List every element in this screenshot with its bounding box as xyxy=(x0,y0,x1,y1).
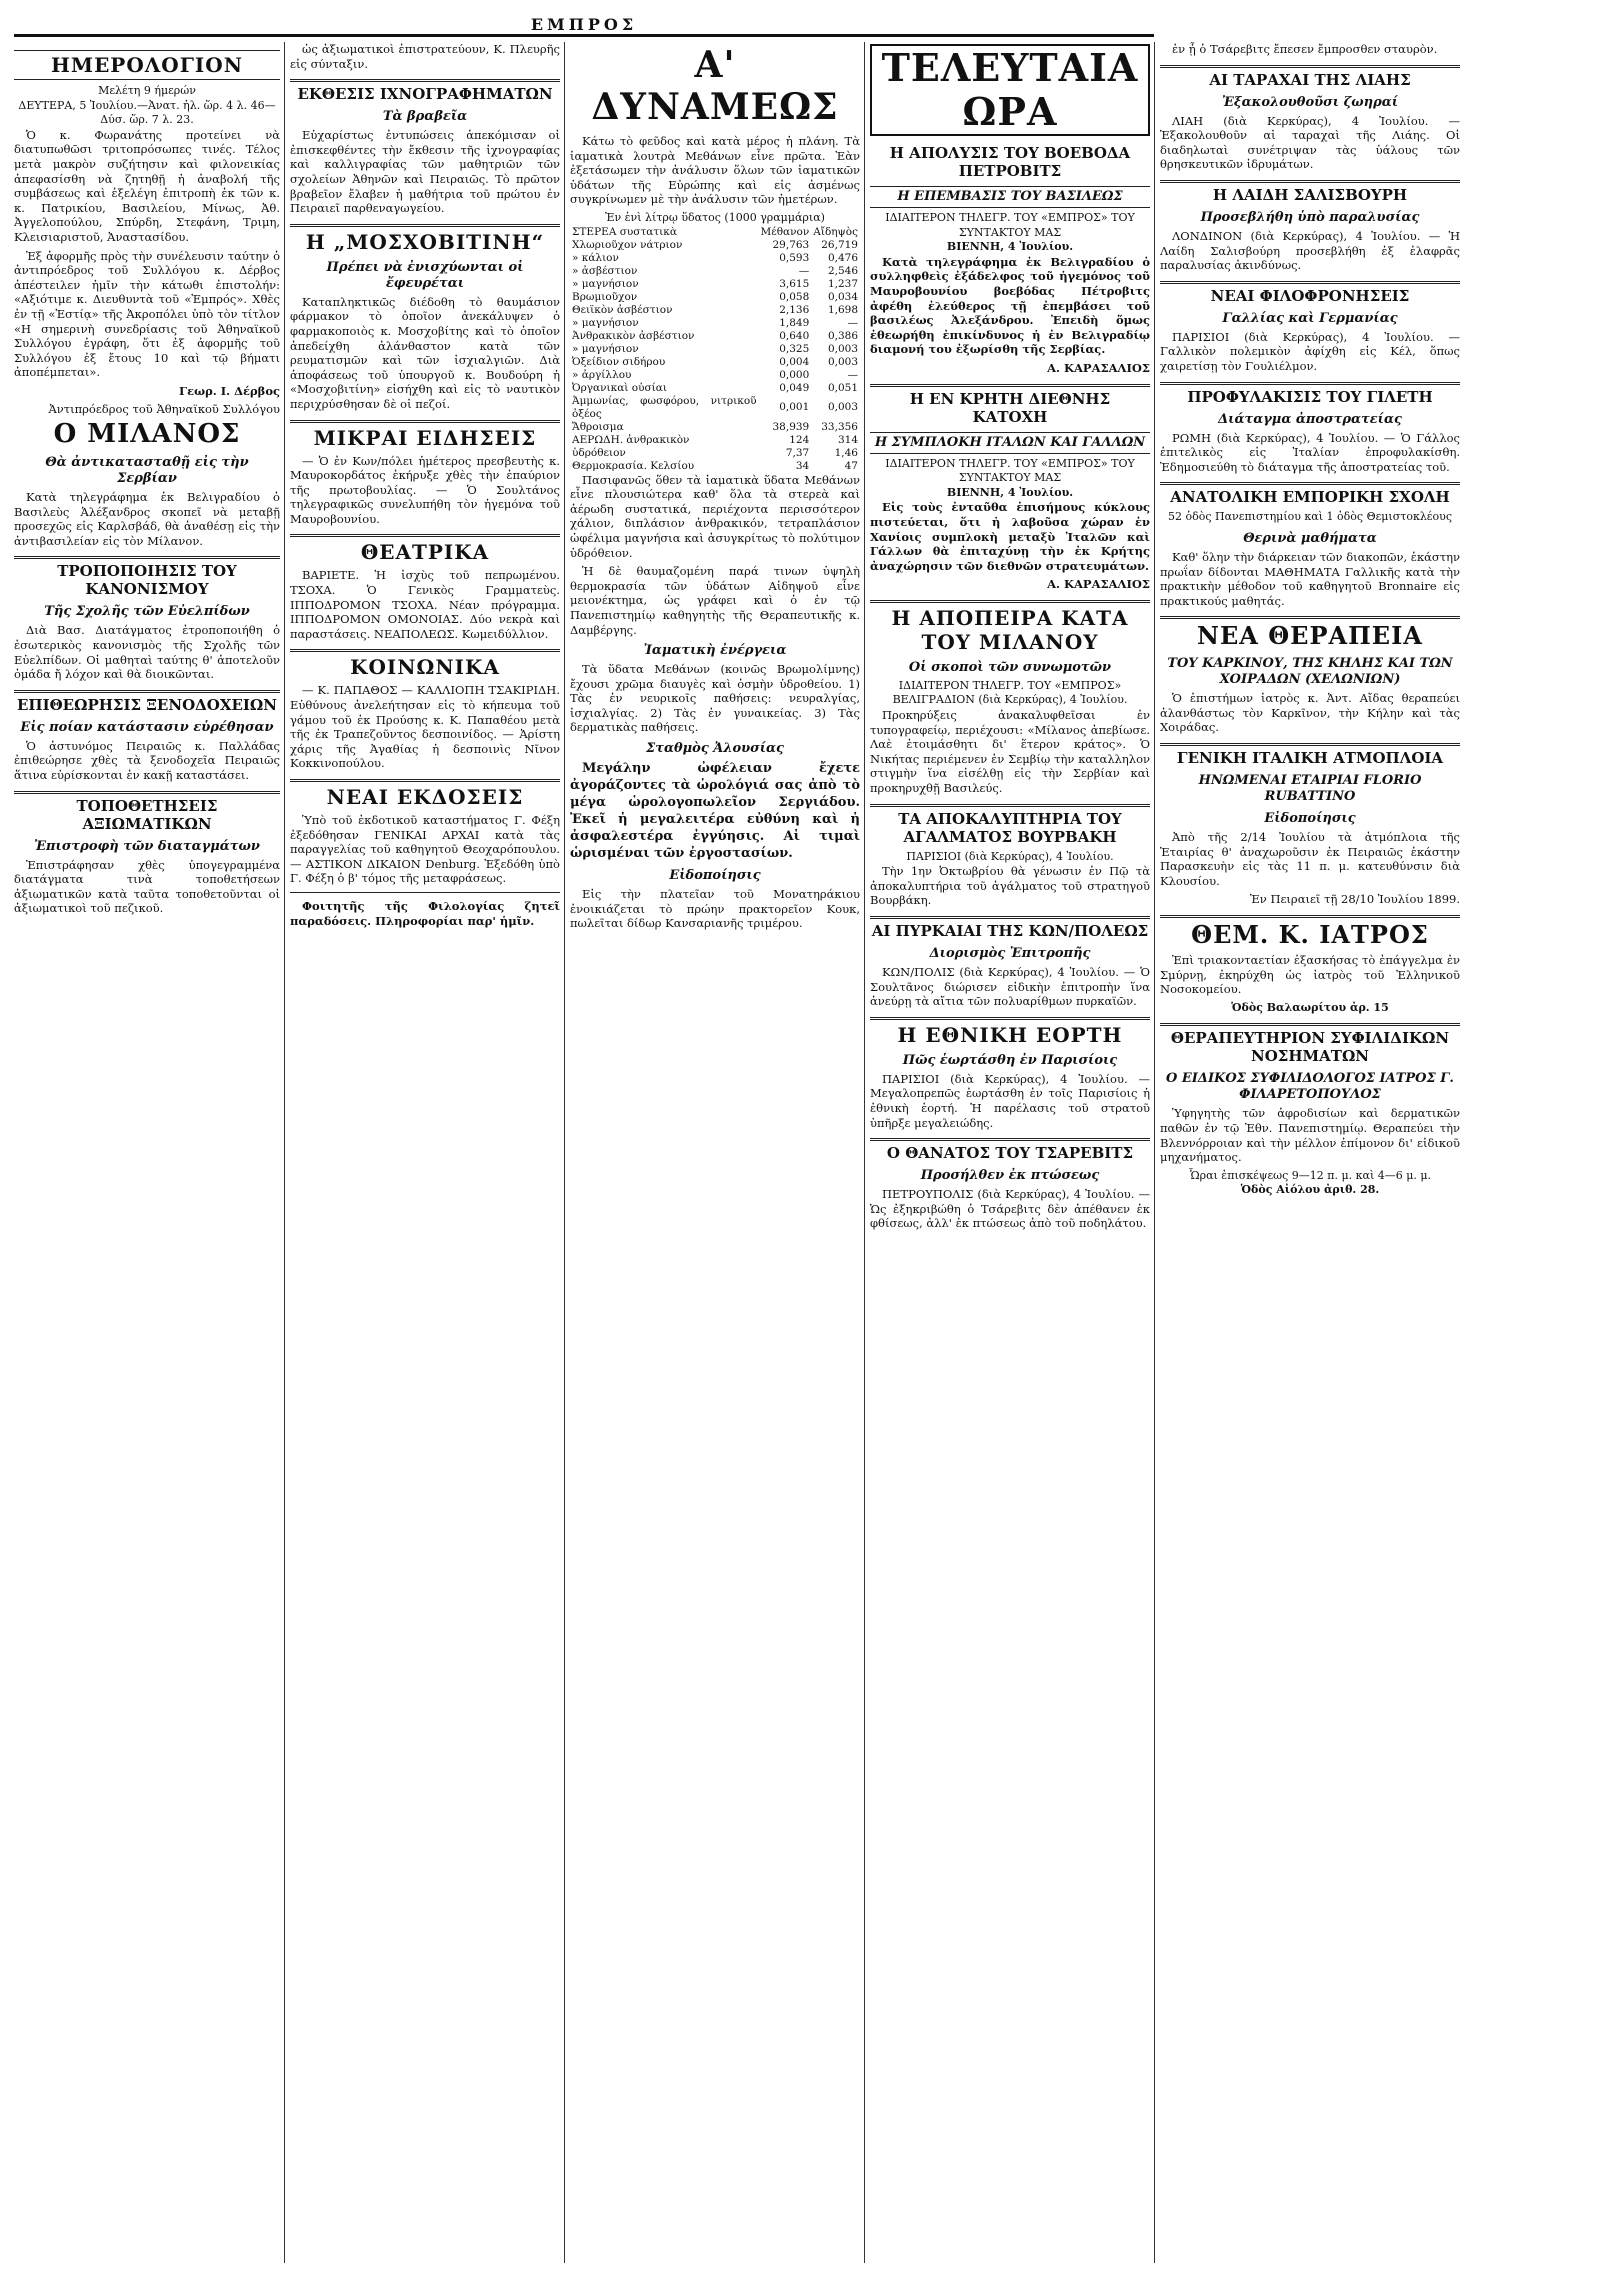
table-cell: » ἀσβέστιον xyxy=(572,264,638,277)
article-text: — Κ. ΠΑΠΑΘΟΣ — ΚΑΛΛΙΟΠΗ ΤΣΑΚΙΡΙΔΗ. Εὐθύνους ἀνελεήτησαν εἰς τὸ κήπευμα τοῦ γάμου τοῦ ἐκ Προύσης κ. Κ. Παπαθέου μετὰ τῆς ἐκ Τραπεζοῦντος δεσποινίδος. — Ἀρίστη χάρις τῆς Ἀγαθίας ἡ δεσποινὶς Νῖνον Κοκκινοπούλου. xyxy=(290,683,560,771)
section-title: Η ΑΠΟΛΥΣΙΣ ΤΟΥ ΒΟΕΒΟΔΑ ΠΕΤΡΟΒΙΤΣ xyxy=(889,144,1131,180)
table-cell: 1,46 xyxy=(834,446,858,459)
table-cell: » ἀργίλλου xyxy=(572,368,632,381)
article-text: ὡς ἀξιωματικοὶ ἐπιστρατεύουν, Κ. Πλευρῆς εἰς σύνταξιν. xyxy=(290,42,560,71)
section-title: ΕΠΙΘΕΩΡΗΣΙΣ ΞΕΝΟΔΟΧΕΙΩΝ xyxy=(14,690,280,714)
section-title: ΓΕΝΙΚΗ ΙΤΑΛΙΚΗ ΑΤΜΟΠΛΟΙΑ xyxy=(1160,743,1460,767)
article-text: Ἀπὸ τῆς 2/14 Ἰουλίου τὰ ἀτμόπλοια τῆς Ἑταιρίας θ' ἀναχωροῦσιν ἐκ Πειραιῶς ἑκάστην Παρασκευὴν εἰς τὰς 11 π. μ. κατευθύνσιν διὰ Κλουσίου. xyxy=(1160,830,1460,888)
table-cell: 34 xyxy=(795,459,810,472)
section-title: ΑΙ ΤΑΡΑΧΑΙ ΤΗΣ ΛΙΑΗΣ xyxy=(1160,65,1460,89)
section-title: ΕΚΘΕΣΙΣ ΙΧΝΟΓΡΑΦΗΜΑΤΩΝ xyxy=(290,79,560,103)
table-row xyxy=(570,304,860,317)
article-text: Προκηρύξεις ἀνακαλυφθεῖσαι ἐν τυπογραφείῳ, περιέχουσι: «Μίλανος ἀπεβίωσε. Λαὲ ἐτοιμάσθητι δι' ἕτερον κράτος». Ὁ Νικήτας περιέμενεν ἐν Σεμβίῳ τὴν καταλληλον στιγμὴν ἵνα εἰσέλθῃ εἰς τὴν Σερβίαν καὶ προκηρυχθῇ Βασιλεύς. xyxy=(870,708,1150,796)
dateline: ΒΙΕΝΝΗ, 4 Ἰουλίου. xyxy=(946,485,1074,499)
article-text: Καθ' ὅλην τὴν διάρκειαν τῶν διακοπῶν, ἑκάστην πρωΐαν δίδονται ΜΑΘΗΜΑΤΑ Γαλλικῆς κατὰ τὴν πρακτικὴν μέθοδον τοῦ καθηγητοῦ Bronnaire εἰς πρακτικούς μαθητάς. xyxy=(1160,549,1460,608)
article-text: Ἐπιστράφησαν χθὲς ὑπογεγραμμένα διατάγματα τινὰ τοποθετήσεων ἀξιωματικῶν κατὰ ταῦτα τοποθετοῦνται οἱ ἀξιωματικοὶ τοῦ πεζικοῦ. xyxy=(14,857,280,916)
table-cell: 3,615 xyxy=(779,277,810,290)
article-text: Ὁ ἀστυνόμος Πειραιῶς κ. Παλλάδας ἐπιθεώρησε χθὲς τὰ ξενοδοχεῖα Πειραιῶς ἅτινα εὑρίσκονται ἐν κακῇ καταστάσει. xyxy=(14,738,280,782)
section-subtitle: Πρέπει νὰ ἐνισχύωνται οἱ ἔφευρέται xyxy=(326,259,524,291)
section-subtitle: Ο ΕΙΔΙΚΟΣ ΣΥΦΙΛΙΔΟΛΟΓΟΣ ΙΑΤΡΟΣ Γ. ΦΙΛΑΡΕΤΟΠΟΥΛΟΣ xyxy=(1166,1071,1454,1103)
section-title: ΘΕΑΤΡΙΚΑ xyxy=(290,534,560,564)
section-subtitle: Η ΣΥΜΠΛΟΚΗ ΙΤΑΛΩΝ ΚΑΙ ΓΑΛΛΩΝ xyxy=(870,432,1150,454)
article-text: Εὐχαρίστως ἐντυπώσεις ἀπεκόμισαν οἱ ἐπισκεφθέντες τὴν ἔκθεσιν τῆς ἰχνογραφίας καὶ καλλιγραφίας τῶν μαθητριῶν τῶν σχολείων Ἀθηνῶν καὶ Πειραιῶς. Τὸ πρῶτον βραβεῖον ἔλαβεν ἡ μαθήτρια τοῦ πρώτου ἐν Πειραιεῖ παρθεναγωγείου. xyxy=(290,128,560,216)
section-title: ΝΕΑΙ ΕΚΔΟΣΕΙΣ xyxy=(290,779,560,809)
table-row xyxy=(570,291,860,304)
section-title: ΠΡΟΦΥΛΑΚΙΣΙΣ ΤΟΥ ΓΙΛΕΤΗ xyxy=(1160,382,1460,406)
table-cell: 0,058 xyxy=(779,290,810,303)
section-subtitle: Θερινὰ μαθήματα xyxy=(1243,530,1377,546)
masthead xyxy=(14,8,1154,37)
table-header: Μέθανον xyxy=(760,225,810,238)
table-header: Αἴδηψὸς xyxy=(813,225,858,238)
table-cell: 0,034 xyxy=(827,290,858,303)
column-rule xyxy=(864,42,865,2263)
section-title: ΜΙΚΡΑΙ ΕΙΔΗΣΕΙΣ xyxy=(290,420,560,450)
article-text: Ὁ ἐπιστήμων ἰατρὸς κ. Ἀντ. Αἴδας θεραπεύει ἀλανθάστως τὸν Καρκῖνον, τὴν Κήλην καὶ τὰς Χοιράδας. xyxy=(1160,691,1460,735)
dateline: ΒΙΕΝΝΗ, 4 Ἰουλίου. xyxy=(946,240,1074,254)
article-text: Ἐξ ἀφορμῆς πρὸς τὴν συνέλευσιν ταύτην ὁ ἀντιπρόεδρος τοῦ Συλλόγου κ. Δέρβος ἀπέστειλεν ἡμῖν τὴν κάτωθι ἐπιστολήν: «Αξιότιμε κ. Διευθυντὰ τοῦ «Ἐμπρός». Χθὲς ἐν τῇ «Ἑστίᾳ» τῆς Ἀκροπόλει ὑπὸ τὸν τίτλον «Η σημερινὴ συνεδρίασις τοῦ Ἀθηναϊκοῦ Συλλόγου ἐγράφη, ὅτι ἐξ ἀφορμῆς τοῦ Συλλόγου ἐξ ἔτους 10 καὶ τῷ βήματι ἀποπέμπεται». xyxy=(14,248,280,380)
table-cell: Θερμοκρασία. Κελσίου xyxy=(572,459,695,472)
masthead-title: ΕΜΠΡΟΣ xyxy=(530,15,638,34)
signature: Α. ΚΑΡΑΣΑΛΙΟΣ xyxy=(1047,577,1150,592)
table-cell: Ἄθροισμα xyxy=(572,420,624,433)
article-text: Εἰς τὴν πλατεῖαν τοῦ Μονατηράκιου ἐνοικιάζεται τὸ πρώην πρακτορεῖον Κουκ, πωλεῖται δίδωρ Κανσαριανῆς τριμέρου. xyxy=(570,887,860,931)
section-title: ΑΙ ΠΥΡΚΑΙΑΙ ΤΗΣ ΚΩΝ/ΠΟΛΕΩΣ xyxy=(870,916,1150,940)
section-title: Η ΕΝ ΚΡΗΤΗ ΔΙΕΘΝΗΣ ΚΑΤΟΧΗ xyxy=(870,384,1150,426)
address-line: 52 ὁδὸς Πανεπιστημίου καὶ 1 ὁδὸς Θεμιστοκλέους xyxy=(1168,510,1452,524)
table-cell: 0,049 xyxy=(779,381,810,394)
column-1 xyxy=(14,42,280,2263)
table-row xyxy=(570,369,860,382)
column-4 xyxy=(870,42,1150,2263)
newspaper-page xyxy=(14,8,1586,2263)
hours-line: Ὧραι ἐπισκέψεως 9—12 π. μ. καὶ 4—6 μ. μ. xyxy=(1188,1168,1432,1182)
table-row xyxy=(570,239,860,252)
table-row xyxy=(570,317,860,330)
table-cell: 0,003 xyxy=(827,401,858,414)
section-subtitle: Ἰαματικὴ ἐνέργεια xyxy=(643,643,787,659)
article-text: ΡΩΜΗ (διὰ Κερκύρας), 4 Ἰουλίου. — Ὁ Γάλλος ἐπιτελικὸς εἰς Ἰταλίαν ἐπροφυλακίσθη. Ἐδημοσιεύθη τὸ διάταγμα τῆς ἀποστρατείας τοῦ. xyxy=(1160,430,1460,474)
table-cell: 0,325 xyxy=(779,342,810,355)
article-text: Ὑπὸ τοῦ ἐκδοτικοῦ καταστήματος Γ. Φέξη ἐξεδόθησαν ΓΕΝΙΚΑΙ ΑΡΧΑΙ κατὰ τὰς παραγγελίας τοῦ καθηγητοῦ Θεοχαρόπουλου. — ΑΣΤΙΚΟΝ ΔΙΚΑΙΟΝ Denburg. Ἐξεδόθη ὑπὸ Γ. Φέξη ὁ β' τόμος τῆς μεταφράσεως. xyxy=(290,813,560,886)
section-subtitle: Θὰ ἀντικατασταθῇ εἰς τὴν Σερβίαν xyxy=(45,455,249,487)
section-subtitle: Πῶς ἑωρτάσθη ἐν Παρισίοις xyxy=(902,1052,1118,1068)
table-cell: » μαγνήσιον xyxy=(572,277,639,290)
table-cell: 0,640 xyxy=(779,329,810,342)
section-subtitle: Ἐξακολουθοῦσι ζωηραί xyxy=(1221,94,1399,110)
section-subtitle: Τῆς Σχολῆς τῶν Εὐελπίδων xyxy=(44,604,250,620)
table-row xyxy=(570,330,860,343)
table-cell: 1,849 xyxy=(779,316,810,329)
section-title: ΝΕΑ ΘΕΡΑΠΕΙΑ xyxy=(1160,616,1460,650)
article-text: ΠΕΤΡΟΥΠΟΛΙΣ (διὰ Κερκύρας), 4 Ἰουλίου. — Ὡς ἐξηκριβώθη ὁ Τσάρεβιτς δὲν ἀπέθανεν ἐκ φθίσεως, ἀλλ' ἐκ πτώσεως ἀπὸ τοῦ ποδηλάτου. xyxy=(870,1187,1150,1231)
table-row xyxy=(570,460,860,473)
section-title: Η ΕΘΝΙΚΗ ΕΟΡΤΗ xyxy=(870,1017,1150,1047)
calendar-line: Μελέτη 9 ήμερών xyxy=(98,84,196,97)
article-text: ΛΟΝΔΙΝΟΝ (διὰ Κερκύρας), 4 Ἰουλίου. — Ἡ Λαίδη Σαλισβούρη προσεβλήθη ἐξ ἐλαφρᾶς παραλυσίας ἀκινδύνως. xyxy=(1160,228,1460,273)
table-header: ΣΤΕΡΕΑ συστατικὰ xyxy=(572,225,677,238)
article-text: Κάτω τὸ φεῦδος καὶ κατὰ μέρος ἡ πλάνη. Τὰ ἰαματικὰ λουτρὰ Μεθάνων εἶνε πρῶτα. Ἐὰν ἐξετάσωμεν τὴν ἀνάλυσιν ὅλων τῶν ἰαματικῶν ὑδάτων τῆς Εὐρώπης καὶ εἰς ἀσμένως συγκρίνωμεν μὲ τὴν ἀνάλυσιν τῶν ἡμετέρων. xyxy=(570,134,860,207)
table-caption: Ἐν ἑνὶ λίτρῳ ὕδατος (1000 γραμμάρια) xyxy=(605,210,825,224)
wire-line: ΙΔΙΑΙΤΕΡΟΝ ΤΗΛΕΓΡ. ΤΟΥ «ΕΜΠΡΟΣ» ΤΟΥ ΣΥΝΤΑΚΤΟΥ ΜΑΣ xyxy=(885,211,1135,239)
table-cell: — xyxy=(847,316,858,329)
article-text: Κατὰ τηλεγράφημα ἐκ Βελιγραδίου ὁ Βασιλεὺς Ἀλέξανδρος σκοπεῖ νὰ μεταβῇ προσεχῶς εἰς Καρλσβάδ, θὰ ἀναθέσῃ εἰς τὴν ἀντιβασιλείαν εἰς τὸν Μίλανον. xyxy=(14,490,280,548)
column-2 xyxy=(290,42,560,2263)
section-subtitle: Εἰδοποίησις xyxy=(1264,811,1356,827)
article-text: ΚΩΝ/ΠΟΛΙΣ (διὰ Κερκύρας), 4 Ἰουλίου. — Ὁ Σουλτᾶνος διώρισεν εἰδικὴν ἐπιτροπὴν ἵνα ἀνεύρῃ τὰ αἴτια τῶν πολυαρίθμων πυρκαϊῶν. xyxy=(870,965,1150,1009)
section-subtitle: ΗΝΩΜΕΝΑΙ ΕΤΑΙΡΙΑΙ FLORIO RUBATTINO xyxy=(1198,773,1422,805)
section-subtitle: ΤΟΥ ΚΑΡΚΙΝΟΥ, ΤΗΣ ΚΗΛΗΣ ΚΑΙ ΤΩΝ ΧΟΙΡΑΔΩΝ (ΧΕΛΩΝΙΩΝ) xyxy=(1167,656,1453,688)
table-cell: 0,004 xyxy=(779,355,810,368)
table-cell: 2,546 xyxy=(827,264,858,277)
table-cell: Ὀργανικαὶ οὐσίαι xyxy=(572,381,667,394)
section-subtitle: Γαλλίας καὶ Γερμανίας xyxy=(1222,310,1398,326)
table-cell: 38,939 xyxy=(772,420,810,433)
table-row xyxy=(570,382,860,395)
article-text: Κατὰ τηλεγράφημα ἐκ Βελιγραδίου ὁ συλληφθεὶς ἐξάδελφος τοῦ ἡγεμόνος τοῦ Μαυροβουνίου βοεβόδας Πέτροβιτς ἀφέθη ἐλεύθερος τῇ ἐπεμβάσει τοῦ βασιλέως Ἀλεξάνδρου. Ἐπειδὴ ὅμως ἐθεωρήθη ἐπικίνδυνος ἡ ἐν Βελιγραδίῳ διαμονή του ἐξωρίσθη τῆς Σερβίας. xyxy=(870,254,1150,357)
table-cell: ΑΕΡΩΔΗ. ἀνθρακικὸν xyxy=(572,433,690,446)
table-row xyxy=(570,421,860,434)
signature-note: Ἀντιπρόεδρος τοῦ Ἀθηναϊκοῦ Συλλόγου xyxy=(48,402,280,417)
table-row xyxy=(570,434,860,447)
signature: Γεωρ. Ι. Δέρβος xyxy=(178,383,280,398)
table-cell: 7,37 xyxy=(785,446,810,459)
section-subtitle: Διορισμὸς Ἐπιτροπῆς xyxy=(929,946,1091,961)
section-title: ΚΟΙΝΩΝΙΚΑ xyxy=(290,649,560,679)
table-cell: 2,136 xyxy=(779,303,810,316)
column-3 xyxy=(570,42,860,2263)
dateline: ΒΕΛΙΓΡΑΔΙΟΝ (διὰ Κερκύρας), 4 Ἰουλίου. xyxy=(892,693,1128,707)
article-text: — Ὁ ἐν Κων/πόλει ἡμέτερος πρεσβευτὴς κ. Μαυροκορδάτος ἐκήρυξε χθὲς τὴν ἐπαύριον τῆς πρωτοβουλίας. — Ὁ Σουλτάνος τηλεγραφικῶς συνελυπήθη τὸν ἡγεμόνα τοῦ Μαυροβουνίου. xyxy=(290,453,560,526)
table-cell: » μαγνήσιον xyxy=(572,342,639,355)
table-row xyxy=(570,447,860,460)
section-title: Ο ΘΑΝΑΤΟΣ ΤΟΥ ΤΣΑΡΕΒΙΤΣ xyxy=(870,1138,1150,1162)
table-row xyxy=(570,395,860,421)
section-title: ΤΟΠΟΘΕΤΗΣΕΙΣ ΑΞΙΩΜΑΤΙΚΩΝ xyxy=(14,791,280,833)
section-subtitle: Η ΕΠΕΜΒΑΣΙΣ ΤΟΥ ΒΑΣΙΛΕΩΣ xyxy=(870,186,1150,208)
table-row xyxy=(570,356,860,369)
table-cell: Χλωριοῦχον νάτριον xyxy=(572,238,683,251)
section-subtitle: Προσεβλήθη ὑπὸ παραλυσίας xyxy=(1200,209,1420,225)
section-title: ΘΕΜ. Κ. ΙΑΤΡΟΣ xyxy=(1160,915,1460,949)
section-title: Α' ΔΥΝΑΜΕΩΣ xyxy=(591,44,839,128)
section-subtitle: Οἱ σκοποὶ τῶν συνωμοτῶν xyxy=(908,659,1112,675)
table-cell: 314 xyxy=(837,433,858,446)
table-cell: 29,763 xyxy=(772,238,810,251)
signature: Α. ΚΑΡΑΣΑΛΙΟΣ xyxy=(1047,360,1150,375)
table-cell: 33,356 xyxy=(821,420,858,433)
table-cell: » κάλιον xyxy=(572,251,619,264)
table-row xyxy=(570,252,860,265)
table-cell: 0,000 xyxy=(779,368,810,381)
section-title: Η ΛΑΙΔΗ ΣΑΛΙΣΒΟΥΡΗ xyxy=(1160,180,1460,204)
table-cell: — xyxy=(847,368,858,381)
section-title: ΤΡΟΠΟΠΟΙΗΣΙΣ ΤΟΥ ΚΑΝΟΝΙΣΜΟΥ xyxy=(14,556,280,598)
section-title: ΝΕΑΙ ΦΙΛΟΦΡΟΝΗΣΕΙΣ xyxy=(1160,281,1460,305)
table-cell: 0,593 xyxy=(779,251,810,264)
table-cell: Βρωμιοῦχον xyxy=(572,290,638,303)
divider xyxy=(290,892,560,893)
signature: Ἐν Πειραιεῖ τῇ 28/10 Ἰουλίου 1899. xyxy=(1249,892,1460,907)
section-subtitle: Εἰδοποίησις xyxy=(669,868,761,884)
table-cell: 1,237 xyxy=(827,277,858,290)
dateline: ΠΑΡΙΣΙΟΙ (διὰ Κερκύρας), 4 Ἰουλίου. xyxy=(906,849,1114,863)
column-rule xyxy=(564,42,565,2263)
table-cell: Ἀνθρακικὸν ἀσβέστιον xyxy=(572,329,695,342)
section-subtitle: Ἐπιστροφὴ τῶν διαταγμάτων xyxy=(34,838,260,854)
article-text: Ἐπὶ τριακονταετίαν ἐξασκήσας τὸ ἐπάγγελμα ἐν Σμύρνῃ, ἐκηρύχθη ὡς ἰατρὸς τοῦ Ἑλληνικοῦ Νοσοκομείου. xyxy=(1160,953,1460,997)
section-title: ΤΑ ΑΠΟΚΑΛΥΠΤΗΡΙΑ ΤΟΥ ΑΓΑΛΜΑΤΟΣ ΒΟΥΡΒΑΚΗ xyxy=(870,804,1150,846)
table-cell: Ὀξείδιον σιδήρου xyxy=(572,355,666,368)
table-cell: 0,476 xyxy=(827,251,858,264)
section-title: Η „ΜΟΣΧΟΒΙΤΙΝΗ“ xyxy=(290,224,560,254)
section-title: ΑΝΑΤΟΛΙΚΗ ΕΜΠΟΡΙΚΗ ΣΧΟΛΗ xyxy=(1160,482,1460,506)
table-cell: 26,719 xyxy=(821,238,858,251)
table-row xyxy=(570,265,860,278)
article-text: Καταπληκτικῶς διέδοθη τὸ θαυμάσιον φάρμακον τὸ ὁποῖον ἀνεκάλυψεν ὁ φαρμακοποιὸς κ. Μοσχοβίτης καὶ τὸ ὁποῖον ἀπεδείχθη ἀλάνθαστον κατὰ τῶν ρευματισμῶν καὶ τῶν ἰσχιαλγιῶν. Διὰ ἀποφάσεως τοῦ ὑπουργοῦ κ. Βουδούρη ἡ «Μοσχοβιτίνη» εἰσήχθη καὶ εἰς τὸ ναυτικὸν περιχρύσθησαν δὲ οἱ πεζοί. xyxy=(290,294,560,411)
address-line: Ὁδὸς Βαλαωρίτου ἀρ. 15 xyxy=(1231,1000,1389,1014)
article-text: Τὴν 1ην Ὀκτωβρίου θὰ γένωσιν ἐν Πῷ τὰ ἀποκαλυπτήρια τοῦ ἀγάλματος τοῦ στρατηγοῦ Βουρβάκη. xyxy=(870,864,1150,908)
table-cell: 124 xyxy=(789,433,810,446)
article-text: Πασιφανῶς ὅθεν τὰ ἰαματικὰ ὕδατα Μεθάνων εἶνε πλουσιώτερα καθ' ὅλα τὰ στερεὰ καὶ ἀέρωδη συστατικά, περιέχοντα περισσότερον χάλιον, διπλάσιον ἀνθρακικόν, τετραπλάσιον ὠφέλιμα μαγνήσια καὶ ἀσυγκρίτως τὸ πολύτιμον ὑδρόθειον. xyxy=(570,472,860,560)
table-cell: 0,051 xyxy=(827,381,858,394)
table-cell: — xyxy=(798,264,810,277)
section-subtitle: Διάταγμα ἀποστρατείας xyxy=(1218,411,1402,427)
article-text: Ὑφηγητὴς τῶν ἀφροδισίων καὶ δερματικῶν παθῶν ἐν τῷ Ἐθν. Πανεπιστημίῳ. Θεραπεύει τὴν Βλεννόρροιαν καὶ τὴν μέλλον ἐπίμονον δι' εἰδικοῦ μηχανήματος. xyxy=(1160,1106,1460,1165)
table-cell: 0,001 xyxy=(779,401,810,414)
article-text: ἐν ᾗ ὁ Τσάρεβιτς ἔπεσεν ἔμπροσθεν σταυρὸν. xyxy=(1172,42,1438,56)
wire-line: ΙΔΙΑΙΤΕΡΟΝ ΤΗΛΕΓΡ. ΤΟΥ «ΕΜΠΡΟΣ» ΤΟΥ ΣΥΝΤΑΚΤΟΥ ΜΑΣ xyxy=(885,456,1135,485)
section-title: ΤΕΛΕΥΤΑΙΑ ΩΡΑ xyxy=(870,44,1150,136)
calendar-title: ΗΜΕΡΟΛΟΓΙΟΝ xyxy=(14,50,280,80)
table-cell: 0,003 xyxy=(827,342,858,355)
article-text: Διὰ Βασ. Διατάγματος ἐτροποποιήθη ὁ ἐσωτερικὸς κανονισμὸς τῆς Σχολῆς τῶν Εὐελπίδων. Οἱ μαθηταὶ ταύτης θ' ἀποτελοῦν ὁμάδα ἤ λόχον καὶ θὰ διοικῶνται. xyxy=(14,623,280,682)
wire-line: ΙΔΙΑΙΤΕΡΟΝ ΤΗΛΕΓΡ. ΤΟΥ «ΕΜΠΡΟΣ» xyxy=(898,678,1122,692)
article-text: Εἰς τοὺς ἐνταῦθα ἐπισήμους κύκλους πιστεύεται, ὅτι ἡ λαβοῦσα χώραν ἐν Χανίοις συμπλοκὴ μεταξὺ Ἰταλῶν καὶ Γάλλων θὰ ἐπιταχύνῃ τὴν ἐκ Κρήτης ἀναχώρησιν τῶν διεθνῶν στρατευμάτων. xyxy=(870,500,1150,573)
section-subtitle: Σταθμὸς Ἀλουσίας xyxy=(646,741,784,757)
analysis-table xyxy=(570,226,860,473)
classified-ad: Φοιτητῆς τῆς Φιλολογίας ζητεῖ παραδόσεις. Πληροφορίαι παρ' ἡμῖν. xyxy=(290,898,560,928)
table-row xyxy=(570,343,860,356)
column-rule xyxy=(284,42,285,2263)
article-text: Ὁ κ. Φωρανάτης προτείνει νὰ διατυπωθῶσι τριτοπρόσωπες τινές. Τέλος μετὰ μακρὸν συζήτησιν καὶ φιλονεικίας ἀπεφασίσθη νὰ ζητηθῇ ἡ ἀναβολή τῆς συμβάσεως καὶ ἐξελέγη ἐπιτροπὴ ἐκ τῶν κ. κ. Πατρικίου, Βασιλείου, Μίνως, Ἀθ. Ἀγγελοπούλου, Σπύρδη, Στεφάνη, Τριμη, Κλεισιαριστοῦ, Ἀναστασίδου. xyxy=(14,127,280,244)
advert-text: Μεγάλην ὠφέλειαν ἔχετε ἀγοράζοντες τὰ ὡρολόγιά σας ἀπὸ τὸ μέγα ὡρολογοπωλεῖον Σεργιάδου. Ἐκεῖ ἡ μεγαλειτέρα εὐθύνη καὶ ἡ ἀσφαλεστέρα ἐγγύησις. Αἱ τιμαὶ ὡρισμέναι τῶν ἐργοστασίων. xyxy=(570,761,860,862)
article-text: Ἡ δὲ θαυμαζομένη παρά τινων ὑψηλὴ θερμοκρασία τῶν ὑδάτων Αἰδηψοῦ εἶνε μειονέκτημα, ὡς γράφει καὶ ὁ ἐν τῷ Πανεπιστημίῳ καθηγητὴς τῆς Θεραπευτικῆς κ. Δαμβέργης. xyxy=(570,564,860,637)
article-text: ΠΑΡΙΣΙΟΙ (διὰ Κερκύρας), 4 Ἰουλίου. — Μεγαλοπρεπῶς ἑωρτάσθη ἐν τοῖς Παρισίοις ἡ ἐθνικὴ ἑορτή. Ἡ παρέλασις τοῦ στρατοῦ ὑπῆρξε μεγαλειώδης. xyxy=(870,1071,1150,1130)
section-subtitle: Προσήλθεν ἐκ πτώσεως xyxy=(920,1168,1100,1184)
section-subtitle: Εἰς ποίαν κατάστασιν εὑρέθησαν xyxy=(20,719,274,735)
table-cell: Θειϊκὸν ἀσβέστιον xyxy=(572,303,673,316)
section-title: Ο ΜΙΛΑΝΟΣ xyxy=(53,419,241,450)
table-cell: 1,698 xyxy=(827,303,858,316)
column-rule xyxy=(1154,42,1155,2263)
table-row xyxy=(570,278,860,291)
section-title: ΘΕΡΑΠΕΥΤΗΡΙΟΝ ΣΥΦΙΛΙΔΙΚΩΝ ΝΟΣΗΜΑΤΩΝ xyxy=(1160,1023,1460,1065)
table-cell: Ἀμμωνίας, φωσφόρου, νιτρικοῦ ὀξέος xyxy=(572,394,757,420)
article-text: ΒΑΡΙΕΤΕ. Ἡ ἰσχὺς τοῦ πεπρωμένου. ΤΣΟΧΑ. Ὁ Γενικὸς Γραμματεὺς. ΙΠΠΟΔΡΟΜΟΝ ΤΣΟΧΑ. Νέαν πρόγραμμα. ΙΠΠΟΔΡΟΜΟΝ ΟΜΟΝΟΙΑΣ. Δύο νεκρὰ καὶ παραστάσεις. ΝΕΑΠΟΛΕΩΣ. Κωμειδύλλιον. xyxy=(290,568,560,641)
article-text: Τὰ ὕδατα Μεθάνων (κοινῶς Βρωμολίμνης) ἔχουσι χρῶμα διαυγὲς καὶ ὀσμὴν ὑδροθείου. 1) Τὰς ἐν νευρικοῖς παθήσεις: νευραλγίας, ἰσχιαλγίας. 2) Τὰς ἐν γυναικείας. 3) Τὰς δερματικὰς παθήσεις. xyxy=(570,662,860,735)
address-line: Ὁδὸς Αἰόλου ἀριθ. 28. xyxy=(1240,1183,1380,1197)
table-cell: 47 xyxy=(844,459,858,472)
table-cell: ὑδρόθειον xyxy=(572,446,626,459)
section-title: Η ΑΠΟΠΕΙΡΑ ΚΑΤΑ ΤΟΥ ΜΙΛΑΝΟΥ xyxy=(870,600,1150,654)
section-subtitle: Τὰ βραβεῖα xyxy=(382,109,468,125)
article-text: ΛΙΑΗ (διὰ Κερκύρας), 4 Ἰουλίου. — Ἐξακολουθοῦν αἱ ταραχαὶ τῆς Λιάης. Οἱ διαδηλωταὶ συνέτριψαν τὰς ὑάλους τῶν θρησκευτικῶν ἱδρυμάτων. xyxy=(1160,113,1460,172)
table-cell: 0,003 xyxy=(827,355,858,368)
table-cell: 0,386 xyxy=(827,329,858,342)
article-text: ΠΑΡΙΣΙΟΙ (διὰ Κερκύρας), 4 Ἰουλίου. — Γαλλικὸν πολεμικὸν ἀφίχθη εἰς Κέλ, ὅπως χαιρετίσῃ τὸν Γουλιέλμον. xyxy=(1160,329,1460,373)
column-5 xyxy=(1160,42,1460,2263)
calendar-line: ΔΕΥΤΕΡΑ, 5 Ἰουλίου.—Ἀνατ. ἡλ. ὥρ. 4 λ. 46—Δύσ. ὥρ. 7 λ. 23. xyxy=(18,98,276,127)
table-cell: » μαγνήσιον xyxy=(572,316,639,329)
